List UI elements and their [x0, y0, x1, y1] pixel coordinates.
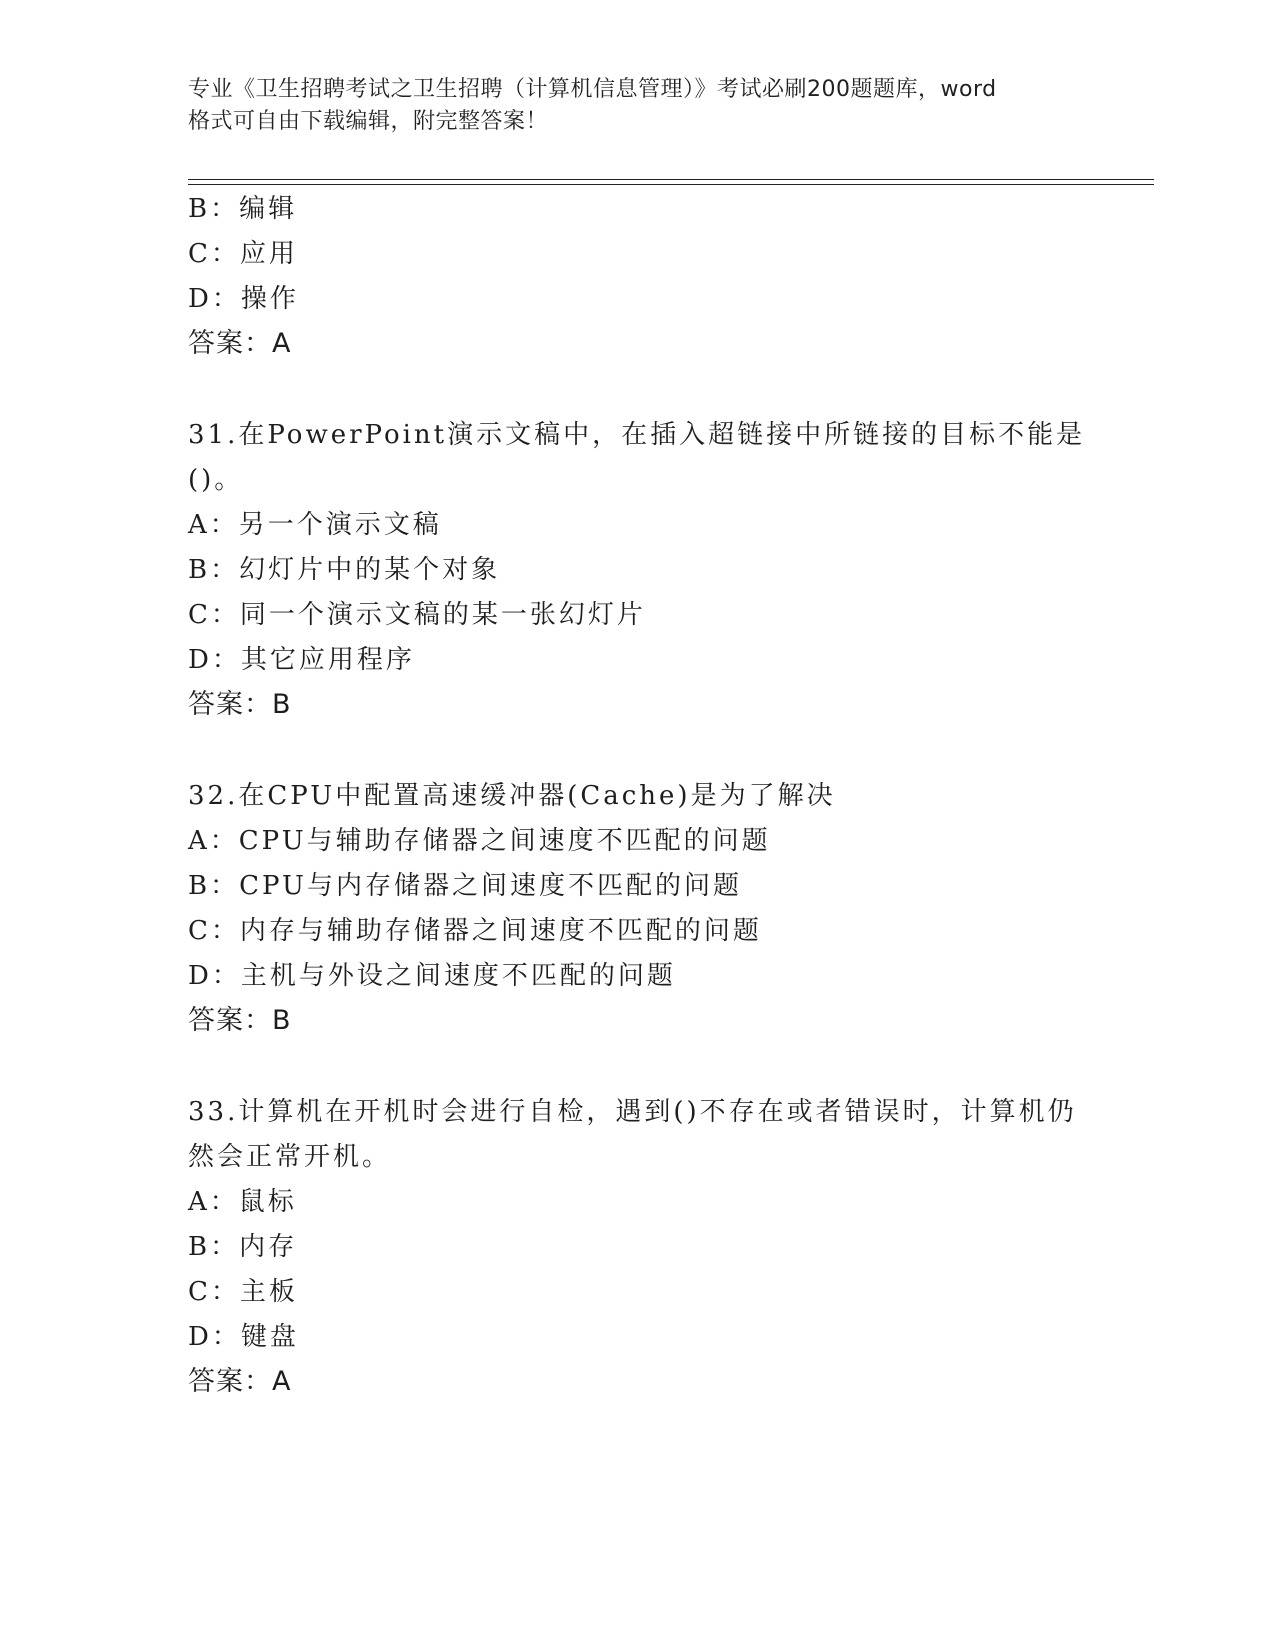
header-title-line-2: 格式可自由下载编辑，附完整答案！	[188, 109, 549, 134]
q31-stem-line-1: 31.在PowerPoint演示文稿中，在插入超链接中所链接的目标不能是	[188, 420, 1086, 450]
q33-stem-line-1: 33.计算机在开机时会进行自检，遇到()不存在或者错误时，计算机仍	[188, 1097, 1077, 1127]
q31-option-b: B：幻灯片中的某个对象	[188, 555, 501, 585]
q31-option-a: A：另一个演示文稿	[188, 510, 442, 540]
q31-answer: 答案：B	[188, 689, 292, 720]
prev-option-b: B：编辑	[188, 194, 298, 224]
q31-option-c: C：同一个演示文稿的某一张幻灯片	[188, 600, 646, 630]
q32-option-a: A：CPU与辅助存储器之间速度不匹配的问题	[188, 826, 771, 856]
q32-option-d: D：主机与外设之间速度不匹配的问题	[188, 961, 676, 991]
q31-option-d: D：其它应用程序	[188, 645, 415, 675]
header-title-line-1: 专业《卫生招聘考试之卫生招聘（计算机信息管理）》考试必刷200题题库，word	[188, 77, 997, 102]
q32-option-b: B：CPU与内存储器之间速度不匹配的问题	[188, 871, 742, 901]
q33-option-b: B：内存	[188, 1232, 298, 1262]
header-divider-bottom	[188, 184, 1154, 185]
header-divider-top	[188, 179, 1154, 180]
q32-answer: 答案：B	[188, 1005, 292, 1036]
q33-stem-line-2: 然会正常开机。	[188, 1142, 392, 1172]
q33-option-c: C：主板	[188, 1277, 298, 1307]
prev-option-d: D：操作	[188, 284, 299, 314]
q32-stem-line-1: 32.在CPU中配置高速缓冲器(Cache)是为了解决	[188, 781, 836, 811]
q33-option-a: A：鼠标	[188, 1187, 297, 1217]
q33-answer: 答案：A	[188, 1366, 292, 1397]
prev-option-c: C：应用	[188, 239, 298, 269]
q32-option-c: C：内存与辅助存储器之间速度不匹配的问题	[188, 916, 762, 946]
q33-option-d: D：键盘	[188, 1322, 299, 1352]
prev-answer: 答案：A	[188, 328, 292, 359]
document-header	[188, 74, 1088, 138]
q31-stem-line-2: ()。	[188, 465, 244, 495]
